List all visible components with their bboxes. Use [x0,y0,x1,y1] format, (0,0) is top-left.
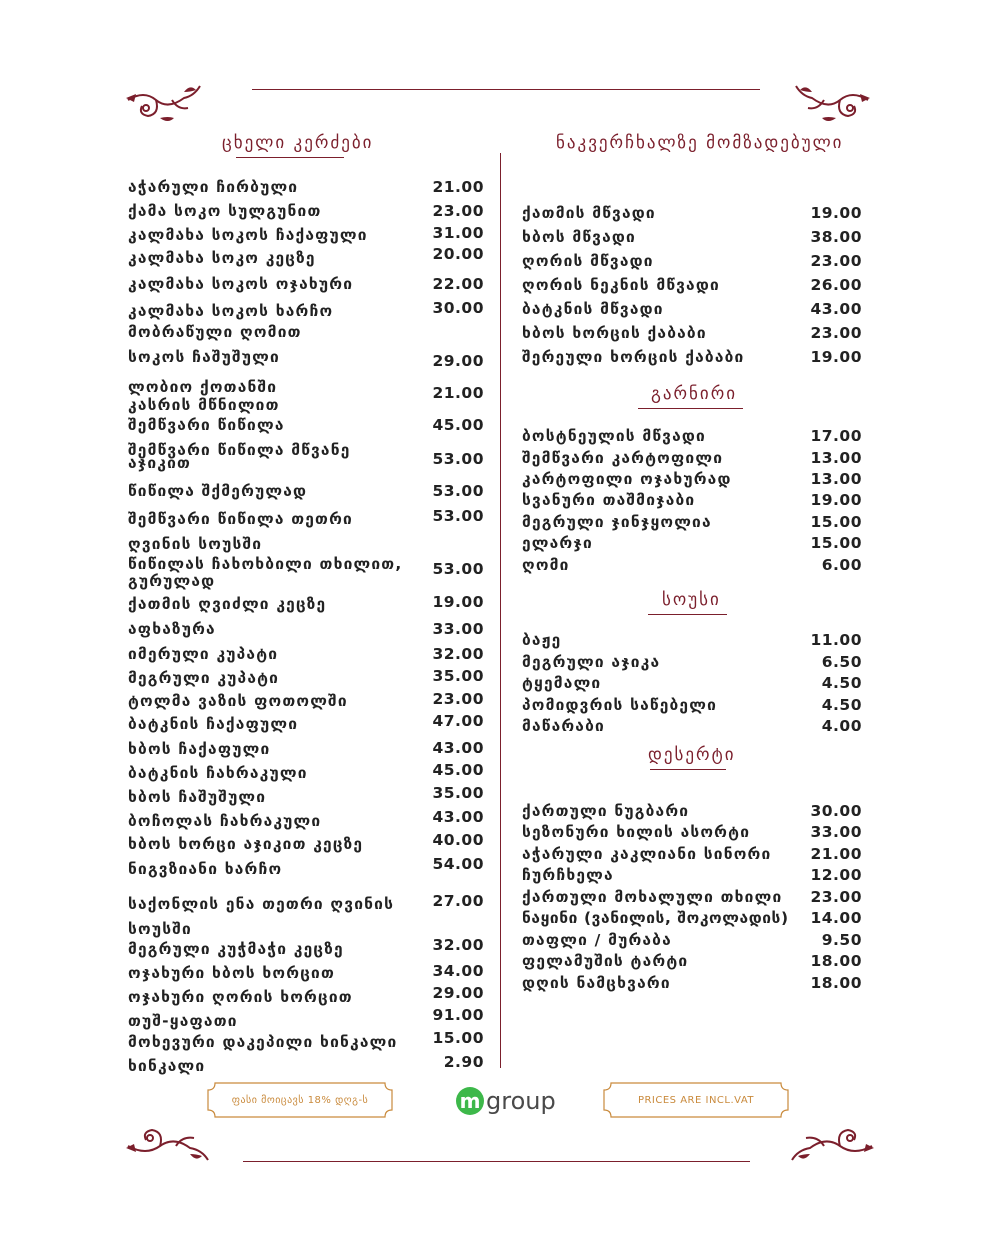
section-title-garnish: გარნირი [651,384,738,404]
item-name: წიწილა შქმერულად [128,482,308,500]
item-name: წიწილას ჩახოხბილი თხილით, გურულად [128,555,403,590]
item-name: ნაყინი (ვანილის, შოკოლადის) [522,909,789,927]
logo-text: group [486,1087,556,1115]
item-name: აჭარული კაკლიანი სინორი [522,845,772,863]
item-price: 23.00 [432,690,484,708]
item-name: ლობიო ქოთანში კასრის მწნილით [128,378,280,414]
item-price: 19.00 [810,348,862,366]
item-name: კარტოფილი ოჯახურად [522,470,732,488]
section-title-grilled: ნაკვერჩხალზე მომზადებული [556,133,844,153]
item-price: 47.00 [432,712,484,730]
item-price: 21.00 [432,178,484,196]
item-name: საქონლის ენა თეთრი ღვინის სოუსში [128,895,395,938]
section-underline [650,769,726,770]
item-name: თუშ-ყაფათი [128,1012,238,1030]
item-name: შემწვარი წიწილა [128,416,285,434]
item-name: კალმახა სოკოს ხარჩო მობრაწული ღომით [128,302,334,341]
item-price: 2.90 [443,1053,484,1071]
item-price: 17.00 [810,427,862,445]
logo-mark: m [456,1087,484,1115]
item-price: 30.00 [432,299,484,317]
item-price: 45.00 [432,761,484,779]
item-name: მეგრული კუჭმაჭი კეცზე [128,940,344,958]
item-price: 21.00 [810,845,862,863]
item-price: 43.00 [432,808,484,826]
item-name: ნიგვზიანი ხარჩო [128,860,283,878]
item-price: 11.00 [810,631,862,649]
item-price: 9.50 [821,931,862,949]
item-price: 4.50 [821,674,862,692]
item-price: 14.00 [810,909,862,927]
item-name: ბატკნის ჩახრაკული [128,764,308,782]
item-price: 18.00 [810,974,862,992]
item-name: ღორის მწვადი [522,252,654,270]
ornament-bottom-right-icon [786,1122,876,1170]
item-name: მეგრული აჯიკა [522,653,661,671]
item-name: მეგრული ჯინჯყოლია [522,513,712,531]
item-price: 29.00 [432,984,484,1002]
item-price: 29.00 [432,352,484,370]
item-price: 54.00 [432,855,484,873]
item-price: 40.00 [432,831,484,849]
item-price: 4.50 [821,696,862,714]
item-name: ფელამუშის ტარტი [522,952,689,970]
item-price: 20.00 [432,245,484,263]
item-price: 23.00 [810,252,862,270]
item-price: 15.00 [810,534,862,552]
item-name: მოხევური დაკეპილი ხინკალი [128,1033,398,1051]
item-name: იმერული კუპატი [128,645,279,663]
section-title-hot-dishes: ცხელი კერძები [222,133,374,153]
item-name: სოკოს ჩაშუშული [128,348,280,366]
ornament-top-right-icon [790,78,872,130]
item-price: 91.00 [432,1006,484,1024]
item-price: 35.00 [432,784,484,802]
item-name: ელარჯი [522,534,593,552]
item-price: 18.00 [810,952,862,970]
item-name: ჩურჩხელა [522,866,614,884]
section-underline [638,408,743,409]
item-name: ხბოს ხორცი აჯიკით კეცზე [128,835,364,853]
item-price: 26.00 [810,276,862,294]
item-price: 6.00 [821,556,862,574]
item-price: 19.00 [810,204,862,222]
item-price: 21.00 [432,384,484,402]
item-name: ხინკალი [128,1057,206,1075]
item-name: აფხაზურა [128,620,216,638]
item-name: შემწვარი წიწილა მწვანე აჯიკით [128,441,351,472]
item-price: 19.00 [810,491,862,509]
item-price: 22.00 [432,275,484,293]
item-name: შემწვარი წიწილა თეთრი ღვინის სოუსში [128,510,353,553]
vat-badge-english [603,1082,789,1118]
item-name: კალმახა სოკოს ჩაქაფული [128,226,368,244]
item-price: 43.00 [432,739,484,757]
item-price: 53.00 [432,507,484,525]
item-name: მეგრული კუპატი [128,669,280,687]
vat-badge-georgian [207,1082,393,1118]
item-price: 53.00 [432,560,484,578]
item-price: 31.00 [432,224,484,242]
item-name: კალმახა სოკოს ოჯახური [128,275,354,293]
item-price: 19.00 [432,593,484,611]
item-price: 43.00 [810,300,862,318]
item-name: ოჯახური ღორის ხორცით [128,988,353,1006]
item-name: ბოსტნეულის მწვადი [522,427,706,445]
item-name: ქათმის მწვადი [522,204,656,222]
top-rule [252,89,760,90]
ornament-bottom-left-icon [124,1122,214,1170]
item-name: სვანური თაშმიჯაბი [522,491,696,509]
mgroup-logo [456,1086,556,1116]
item-name: სეზონური ხილის ასორტი [522,823,751,841]
item-price: 30.00 [810,802,862,820]
item-price: 32.00 [432,936,484,954]
item-price: 6.50 [821,653,862,671]
item-name: ბატკნის ჩაქაფული [128,715,299,733]
item-price: 27.00 [432,892,484,910]
item-price: 38.00 [810,228,862,246]
item-name: ტოლმა ვაზის ფოთოლში [128,692,348,710]
item-price: 13.00 [810,449,862,467]
section-title-sauces: სოუსი [662,590,721,610]
item-price: 23.00 [810,324,862,342]
item-name: აჭარული ჩირბული [128,178,299,196]
item-price: 33.00 [432,620,484,638]
item-name: ტყემალი [522,674,602,692]
item-price: 32.00 [432,645,484,663]
item-name: პომიდვრის საწებელი [522,696,718,714]
item-name: ბაჟე [522,631,562,649]
bottom-rule [243,1161,750,1162]
item-price: 4.00 [821,717,862,735]
item-name: თაფლი / მურაბა [522,931,672,949]
item-price: 23.00 [432,202,484,220]
item-name: ღორის ნეკნის მწვადი [522,276,720,294]
column-divider [500,153,501,1068]
item-name: მაწარაბი [522,717,605,735]
item-price: 53.00 [432,482,484,500]
item-name: კალმახა სოკო კეცზე [128,249,316,267]
section-title-desserts: დესერტი [648,745,736,765]
item-name: ხბოს ხორცის ქაბაბი [522,324,707,342]
item-name: ქათმის ღვიძლი კეცზე [128,595,327,613]
item-name: ქამა სოკო სულგუნით [128,202,322,220]
vat-text-english: PRICES ARE INCL.VAT [637,1094,755,1106]
item-price: 33.00 [810,823,862,841]
item-name: ქართული ნუგბარი [522,802,690,820]
section-underline [236,157,344,158]
item-price: 35.00 [432,667,484,685]
item-price: 23.00 [810,888,862,906]
item-name: ხბოს ჩაქაფული [128,740,271,758]
item-name: ხბოს ჩაშუშული [128,788,267,806]
item-price: 12.00 [810,866,862,884]
item-price: 15.00 [810,513,862,531]
item-name: ქართული მოხალული თხილი [522,888,783,906]
section-underline [648,614,727,615]
item-name: ბოჩოლას ჩახრაკული [128,812,322,830]
item-name: შერეული ხორცის ქაბაბი [522,348,745,366]
item-name: ხბოს მწვადი [522,228,636,246]
item-name: დღის ნამცხვარი [522,974,671,992]
item-name: ღომი [522,556,570,574]
ornament-top-left-icon [124,78,204,130]
item-price: 34.00 [432,962,484,980]
item-price: 45.00 [432,416,484,434]
item-price: 15.00 [432,1029,484,1047]
item-name: შემწვარი კარტოფილი [522,449,724,467]
vat-text-georgian: ფასი მოიცავს 18% დღგ-ს [231,1094,369,1106]
item-price: 13.00 [810,470,862,488]
item-price: 53.00 [432,450,484,468]
item-name: ბატკნის მწვადი [522,300,664,318]
item-name: ოჯახური ხბოს ხორცით [128,964,336,982]
